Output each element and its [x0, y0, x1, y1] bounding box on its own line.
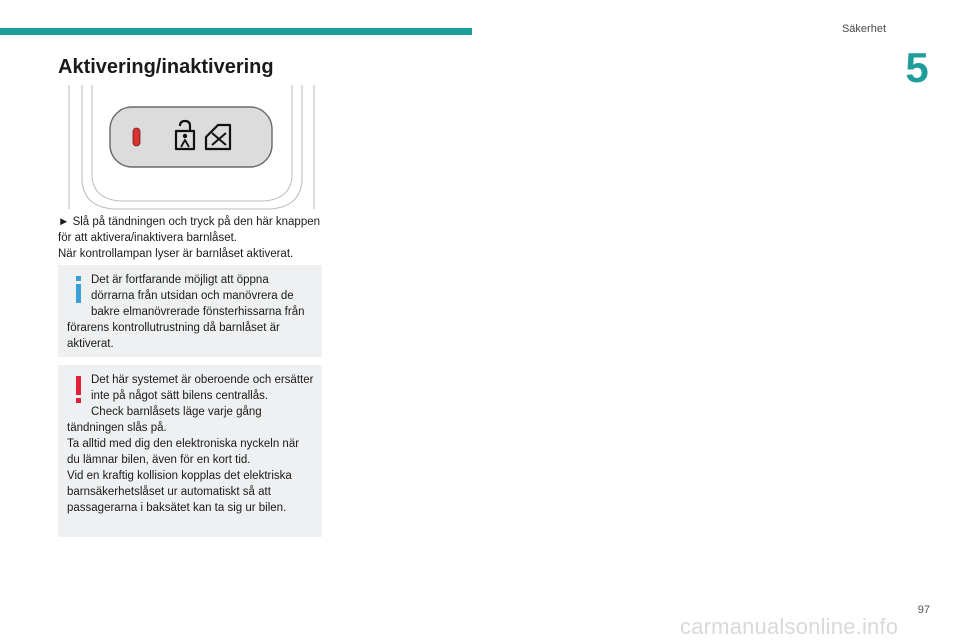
indicator-lamp: [133, 128, 140, 146]
header-accent-bar: [0, 28, 472, 35]
chapter-number: 5: [905, 44, 929, 91]
page-title: Aktivering/inaktivering: [58, 56, 274, 78]
info-box: [58, 265, 322, 357]
warning-text-3: Ta alltid med dig den elektroniska nyckeln när du lämnar bilen, även för en kort tid.: [67, 438, 300, 466]
section-label: Säkerhet: [841, 23, 886, 35]
warning-text-4: Vid en kraftig kollision kopplas det elektriska barnsäkerhetslåset ur automatiskt så att passagerarna i baksätet kan ta sig ur bilen.: [67, 470, 292, 514]
page-number: 97: [917, 604, 930, 616]
warning-text-1: Det här systemet är oberoende och ersätter inte på något sätt bilens centrallås.: [91, 374, 314, 402]
info-text: Det är fortfarande möjligt att öppna dörrarna från utsidan och manövrera de bakre elmanövrerade fönsterhissarna från förarens kontrollutrustning då barnlåset är aktiverat.: [67, 274, 305, 350]
instruction-note: När kontrollampan lyser är barnlåset aktiverat.: [58, 248, 294, 260]
exclamation-icon: [67, 373, 89, 407]
warning-box: [58, 365, 322, 537]
instruction-text: [58, 214, 324, 262]
watermark: carmanualsonline.info: [680, 614, 899, 639]
warning-text-2: Check barnlåsets läge varje gång tändningen slås på.: [67, 406, 262, 434]
info-icon: [67, 273, 89, 307]
instruction-step: ► Slå på tändningen och tryck på den här knappen för att aktivera/inaktivera barnlåset.: [58, 216, 321, 244]
child-lock-button-illustration: [66, 85, 318, 213]
